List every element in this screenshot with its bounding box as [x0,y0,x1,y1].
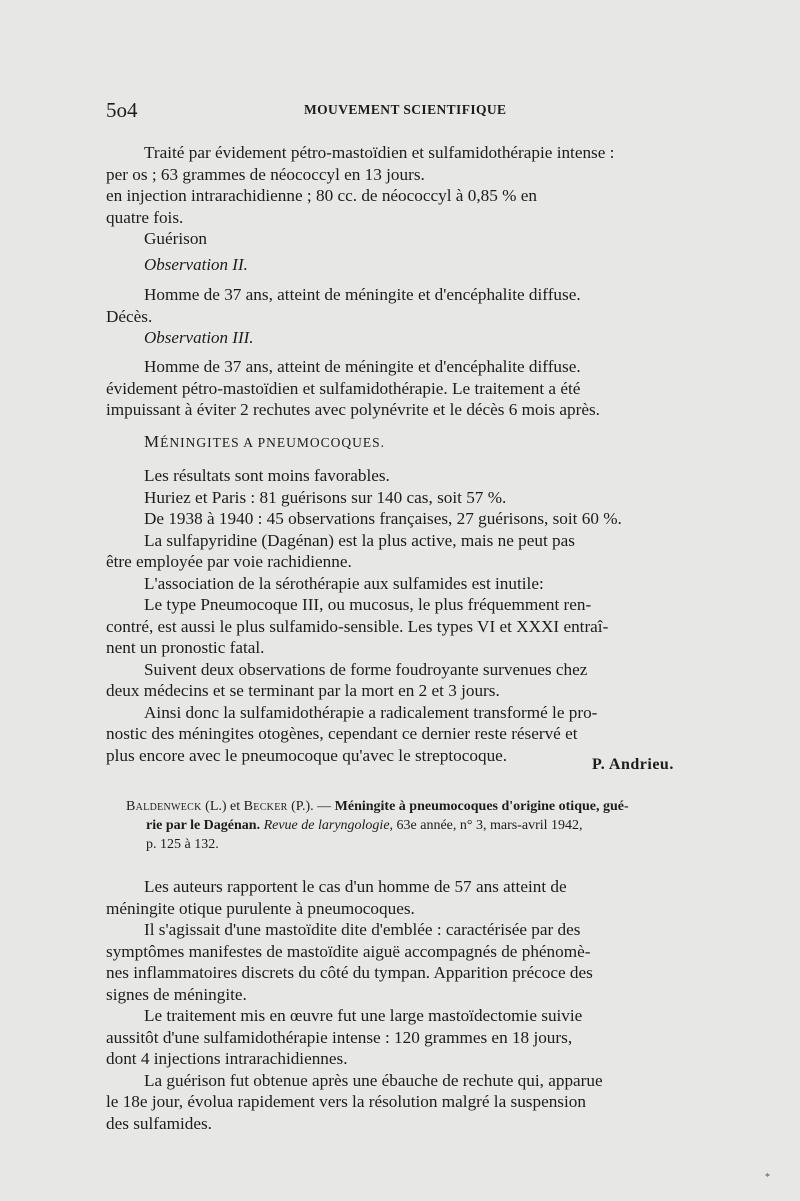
journal-name: Revue de laryngologie, [263,818,394,833]
page-number: 5o4 [106,98,138,122]
text-line: Suivent deux observations de forme foudroyante survenues chez [144,659,588,679]
text-line: nent un pronostic fatal. [106,638,265,657]
text-line: Le type Pneumocoque III, ou mucosus, le plus fréquemment ren- [144,595,592,614]
text-line: Homme de 37 ans, atteint de méningite et d'encéphalite diffuse. [144,285,581,304]
text-line: Traité par évidement pétro-mastoïdien et sulfamidothérapie intense : [144,143,615,162]
scan-speck: * [765,1172,770,1183]
author-2-initial: (P.). — [287,799,335,814]
text-line: signes de méningite. [106,984,247,1004]
bibliographic-reference [126,797,700,854]
signature: P. Andrieu. [592,756,674,773]
text-line: aussitôt d'une sulfamidothérapie intense : 120 grammes en 18 jours, [106,1027,573,1047]
text-line: dont 4 injections intrarachidiennes. [106,1049,348,1068]
page-range: p. 125 à 132. [146,837,219,852]
running-title: MOUVEMENT SCIENTIFIQUE [304,102,507,117]
text-line: nostic des méningites otogènes, cependant ce dernier reste réservé et [106,724,578,743]
page-header [106,98,696,124]
text-line: De 1938 à 1940 : 45 observations françaises, 27 guérisons, soit 60 %. [144,509,622,528]
treatment-paragraph [106,142,700,250]
observation-2-title: Observation II. [144,255,248,274]
text-line: symptômes manifestes de mastoïdite aiguë accompagnés de phénomè- [106,941,591,961]
text-line: être employée par voie rachidienne. [106,552,352,571]
text-line: nes inflammatoires discrets du côté du tympan. Apparition précoce des [106,963,593,982]
text-line: Il s'agissait d'une mastoïdite dite d'emblée : caractérisée par des [144,920,581,939]
observation-3-title: Observation III. [144,328,254,347]
case-summary [106,876,700,1134]
text-line: des sulfamides. [106,1113,212,1133]
text-line: L'association de la sérothérapie aux sulfamides est inutile: [144,573,544,593]
text-line: Homme de 37 ans, atteint de méningite et d'encéphalite diffuse. [144,357,581,376]
text-line: Les auteurs rapportent le cas d'un homme de 57 ans atteint de [144,877,567,896]
text-line: per os ; 63 grammes de néococcyl en 13 jours. [106,164,425,184]
journal-details: 63e année, n° 3, mars-avril 1942, [393,818,583,833]
text-line: Le traitement mis en œuvre fut une large mastoïdectomie suivie [144,1006,583,1025]
article-title-b: rie par le Dagénan. [146,818,261,833]
text-line: évidement pétro-mastoïdien et sulfamidothérapie. Le traitement a été [106,378,581,398]
author-1-initial: (L.) et [201,799,244,814]
text-line: La guérison fut obtenue après une ébauche de rechute qui, apparue [144,1070,603,1090]
text-line: Décès. [106,306,153,326]
text-line: impuissant à éviter 2 rechutes avec polynévrite et le décès 6 mois après. [106,400,600,419]
observation-3-text [106,356,700,421]
text-line: quatre fois. [106,207,184,227]
author-2: Becker [243,799,288,814]
text-line: Ainsi donc la sulfamidothérapie a radicalement transformé le pro- [144,702,598,722]
heading-initial: M [144,432,161,451]
text-line: en injection intrarachidienne ; 80 cc. de néococcyl à 0,85 % en [106,186,537,205]
text-line: Guérison [144,229,208,248]
pneumococcus-section [106,465,700,766]
text-line: Huriez et Paris : 81 guérisons sur 140 cas, soit 57 %. [144,487,507,507]
text-line: contré, est aussi le plus sulfamido-sensible. Les types VI et XXXI entraî- [106,616,609,636]
observation-2-text [106,284,700,327]
article-title-a: Méningite à pneumocoques d'origine otique, gué- [334,799,629,814]
text-line: méningite otique purulente à pneumocoques. [106,898,415,918]
heading-rest: ÉNINGITES A PNEUMOCOQUES. [160,435,386,450]
text-line: le 18e jour, évolua rapidement vers la résolution malgré la suspension [106,1092,586,1111]
text-line: plus encore avec le pneumocoque qu'avec le streptocoque. [106,745,508,765]
text-line: La sulfapyridine (Dagénan) est la plus active, mais ne peut pas [144,530,575,550]
section-heading [144,432,385,452]
author-1: Baldenweck [126,799,202,814]
text-line: deux médecins et se terminant par la mort en 2 et 3 jours. [106,681,500,700]
text-line: Les résultats sont moins favorables. [144,466,390,485]
